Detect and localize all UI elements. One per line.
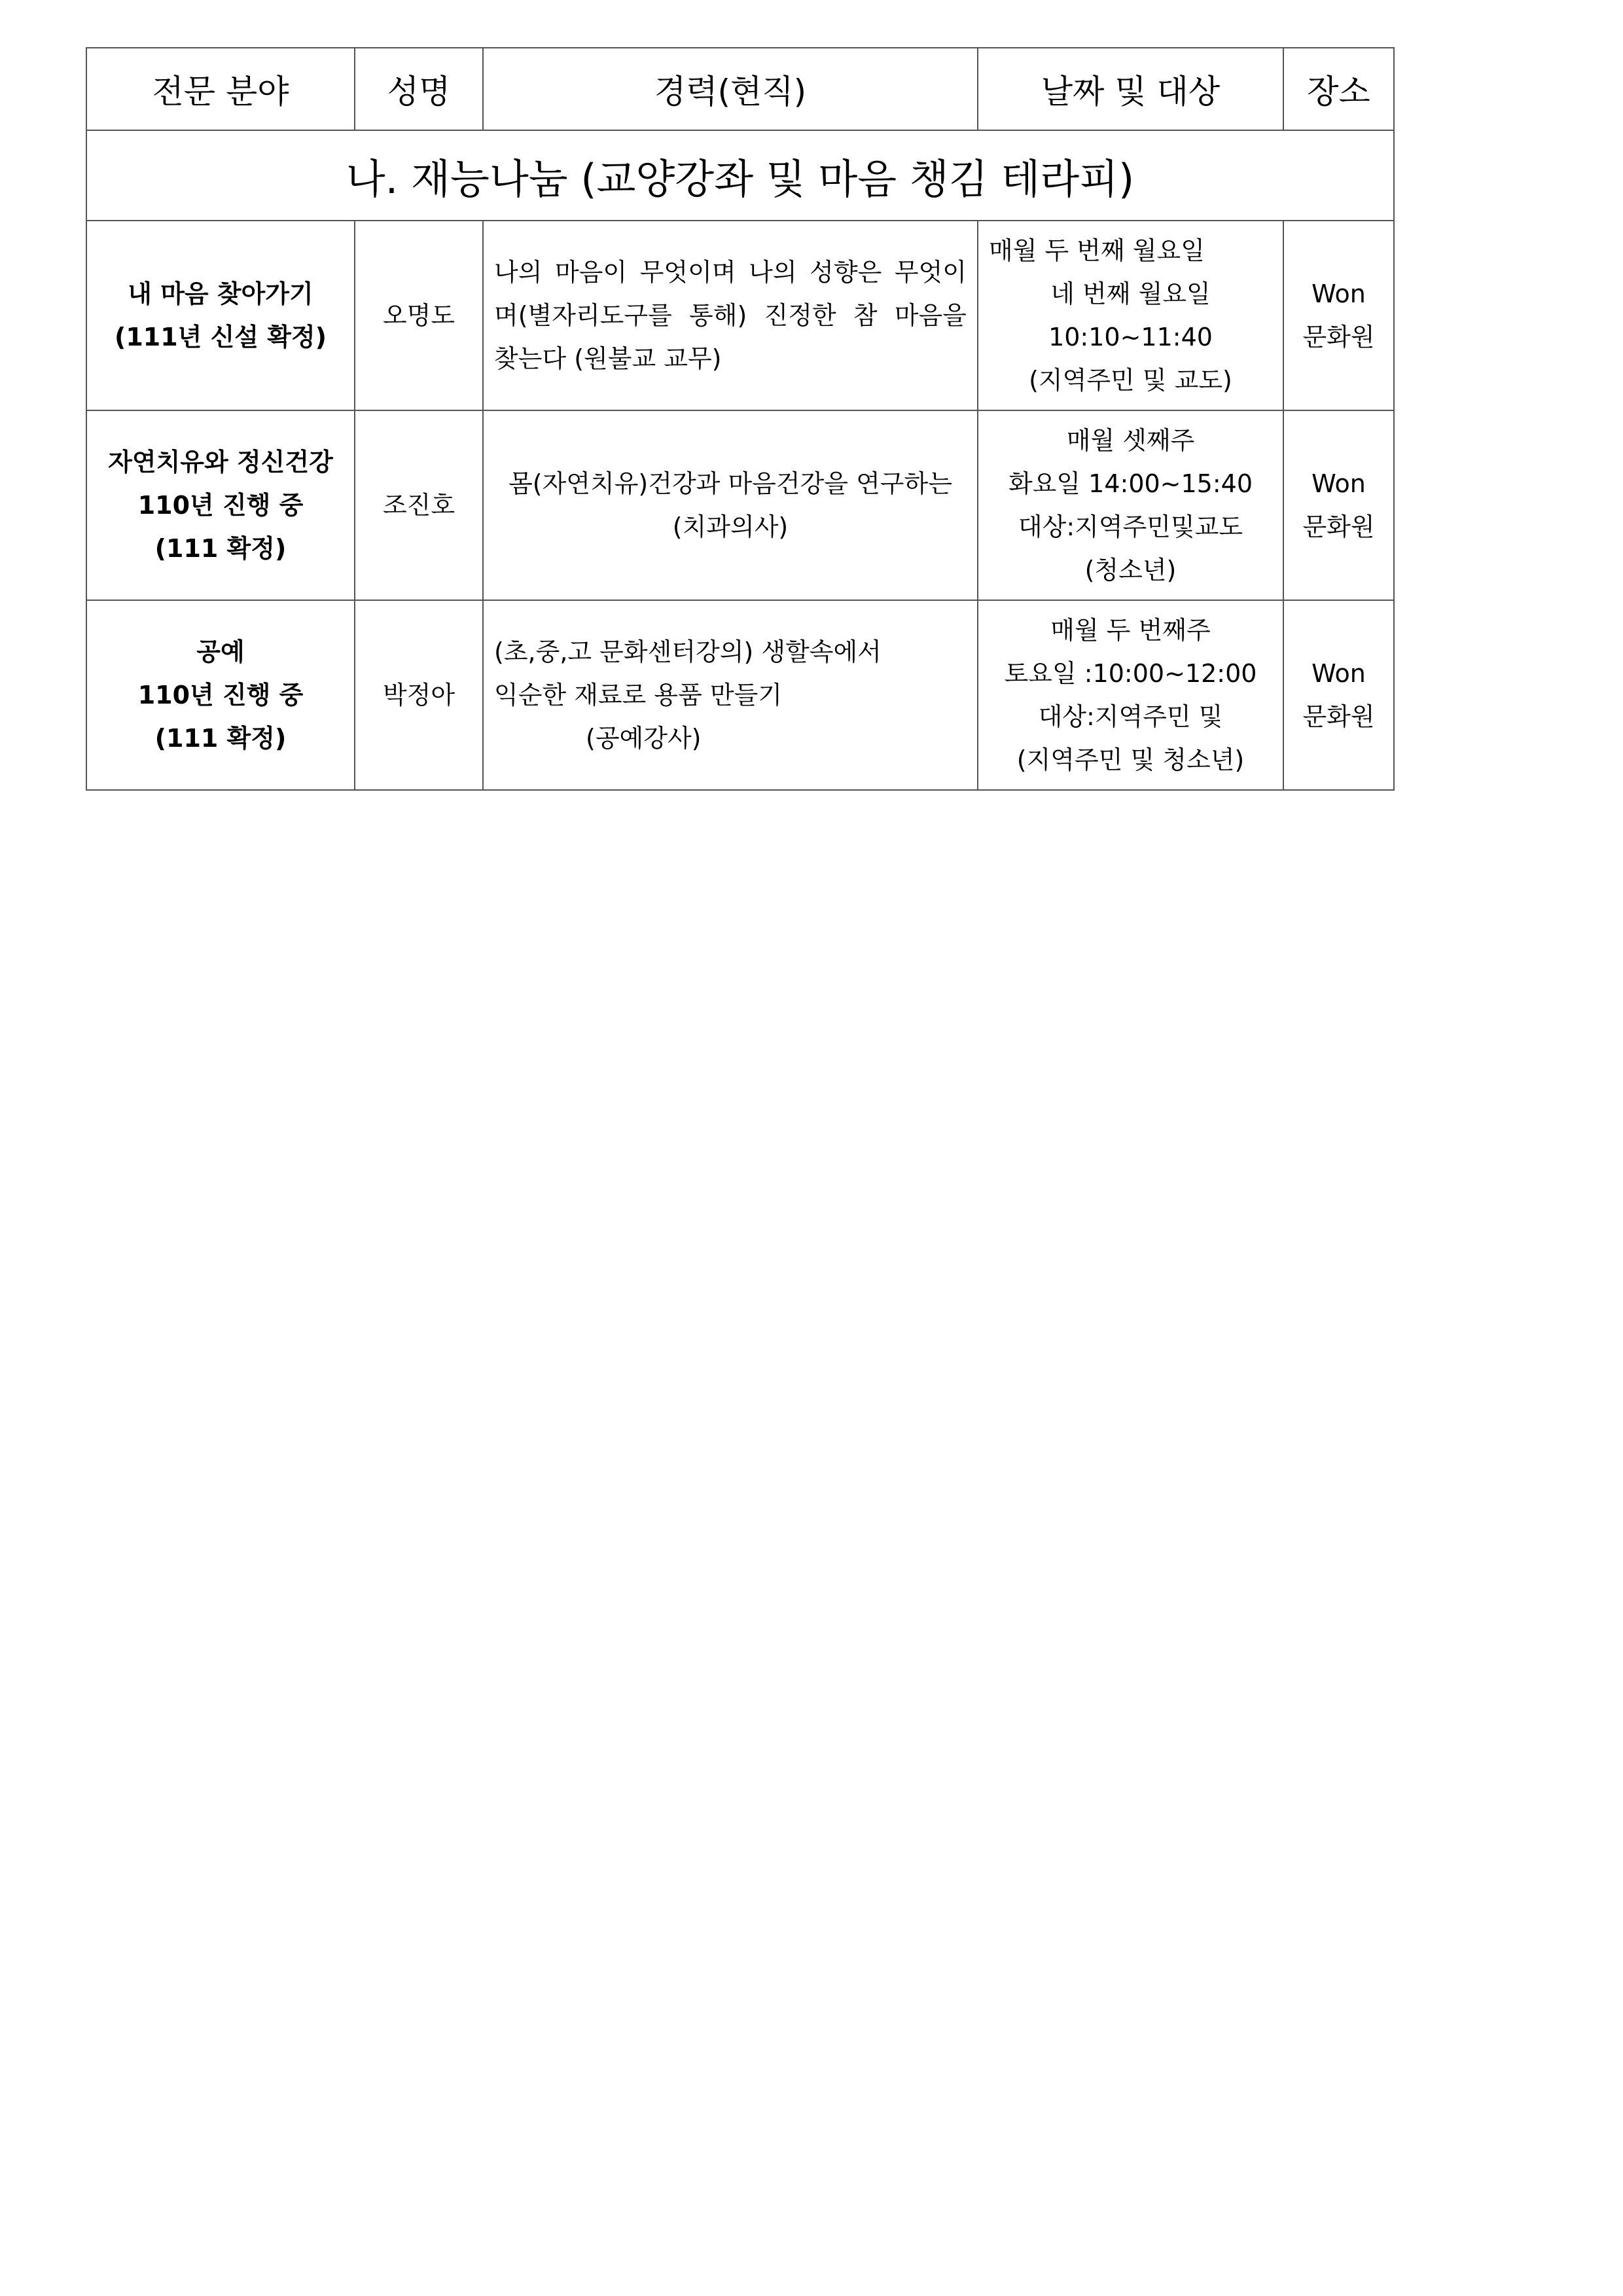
schedule-line: (청소년) bbox=[1084, 556, 1177, 584]
field-cell bbox=[86, 410, 355, 600]
table-row bbox=[86, 410, 1394, 600]
career-line: (공예강사) bbox=[586, 724, 702, 753]
career-line: 익순한 재료로 용품 만들기 bbox=[494, 681, 783, 709]
career-line: 나의 마음이 무엇이며 나의 성향은 무엇이 bbox=[494, 258, 967, 287]
schedule-line: (지역주민 및 청소년) bbox=[1016, 745, 1245, 774]
schedule-line: 10:10~11:40 bbox=[1048, 323, 1213, 351]
place-line: Won bbox=[1311, 469, 1366, 498]
field-line: 110년 진행 중 bbox=[137, 491, 304, 520]
schedule-line: 매월 셋째주 bbox=[1066, 426, 1195, 455]
header-name: 성명 bbox=[355, 48, 483, 130]
field-line: 공예 bbox=[196, 637, 245, 666]
field-line: 110년 진행 중 bbox=[137, 681, 304, 709]
section-title-row bbox=[86, 130, 1394, 221]
schedule-line: 토요일 :10:00~12:00 bbox=[1004, 659, 1257, 688]
header-place: 장소 bbox=[1283, 48, 1394, 130]
field-line: 내 마음 찾아가기 bbox=[128, 279, 313, 308]
field-line: 자연치유와 정신건강 bbox=[108, 448, 333, 476]
schedule-cell bbox=[978, 600, 1283, 790]
place-line: Won bbox=[1311, 659, 1366, 688]
table-row bbox=[86, 221, 1394, 410]
career-cell bbox=[483, 221, 978, 410]
place-line: 문화원 bbox=[1302, 512, 1375, 541]
field-line: (111 확정) bbox=[154, 534, 287, 563]
section-title: 나. 재능나눔 (교양강좌 및 마음 챙김 테라피) bbox=[86, 130, 1394, 221]
career-cell bbox=[483, 600, 978, 790]
field-line: (111년 신설 확정) bbox=[114, 323, 327, 351]
place-line: Won bbox=[1311, 279, 1366, 308]
header-schedule: 날짜 및 대상 bbox=[978, 48, 1283, 130]
career-line: (치과의사) bbox=[672, 512, 789, 541]
place-cell bbox=[1283, 221, 1394, 410]
name-cell: 오명도 bbox=[355, 221, 483, 410]
field-cell bbox=[86, 221, 355, 410]
schedule-cell bbox=[978, 410, 1283, 600]
field-line: (111 확정) bbox=[154, 724, 287, 753]
career-line: 찾는다 (원불교 교무) bbox=[494, 344, 722, 373]
schedule-line: (지역주민 및 교도) bbox=[1029, 366, 1232, 395]
name-cell: 조진호 bbox=[355, 410, 483, 600]
career-line: 며(별자리도구를 통해) 진정한 참 마음을 bbox=[494, 301, 967, 330]
schedule-line: 매월 두 번째 월요일 bbox=[989, 236, 1205, 265]
career-cell bbox=[483, 410, 978, 600]
place-line: 문화원 bbox=[1302, 323, 1375, 351]
header-row bbox=[86, 48, 1394, 130]
schedule-line: 매월 두 번째주 bbox=[1050, 616, 1211, 645]
schedule-line: 화요일 14:00~15:40 bbox=[1008, 469, 1253, 498]
schedule-line: 네 번째 월요일 bbox=[1050, 279, 1211, 308]
table-row bbox=[86, 600, 1394, 790]
schedule-cell bbox=[978, 221, 1283, 410]
place-cell bbox=[1283, 410, 1394, 600]
header-field: 전문 분야 bbox=[86, 48, 355, 130]
career-line: (초,중,고 문화센터강의) 생할속에서 bbox=[494, 637, 882, 666]
field-cell bbox=[86, 600, 355, 790]
header-career: 경력(현직) bbox=[483, 48, 978, 130]
name-cell: 박정아 bbox=[355, 600, 483, 790]
place-cell bbox=[1283, 600, 1394, 790]
talent-sharing-table bbox=[86, 47, 1395, 791]
schedule-line: 대상:지역주민 및 bbox=[1038, 702, 1223, 731]
schedule-line: 대상:지역주민및교도 bbox=[1018, 512, 1243, 541]
place-line: 문화원 bbox=[1302, 702, 1375, 731]
career-line: 몸(자연치유)건강과 마음건강을 연구하는 bbox=[508, 469, 952, 498]
